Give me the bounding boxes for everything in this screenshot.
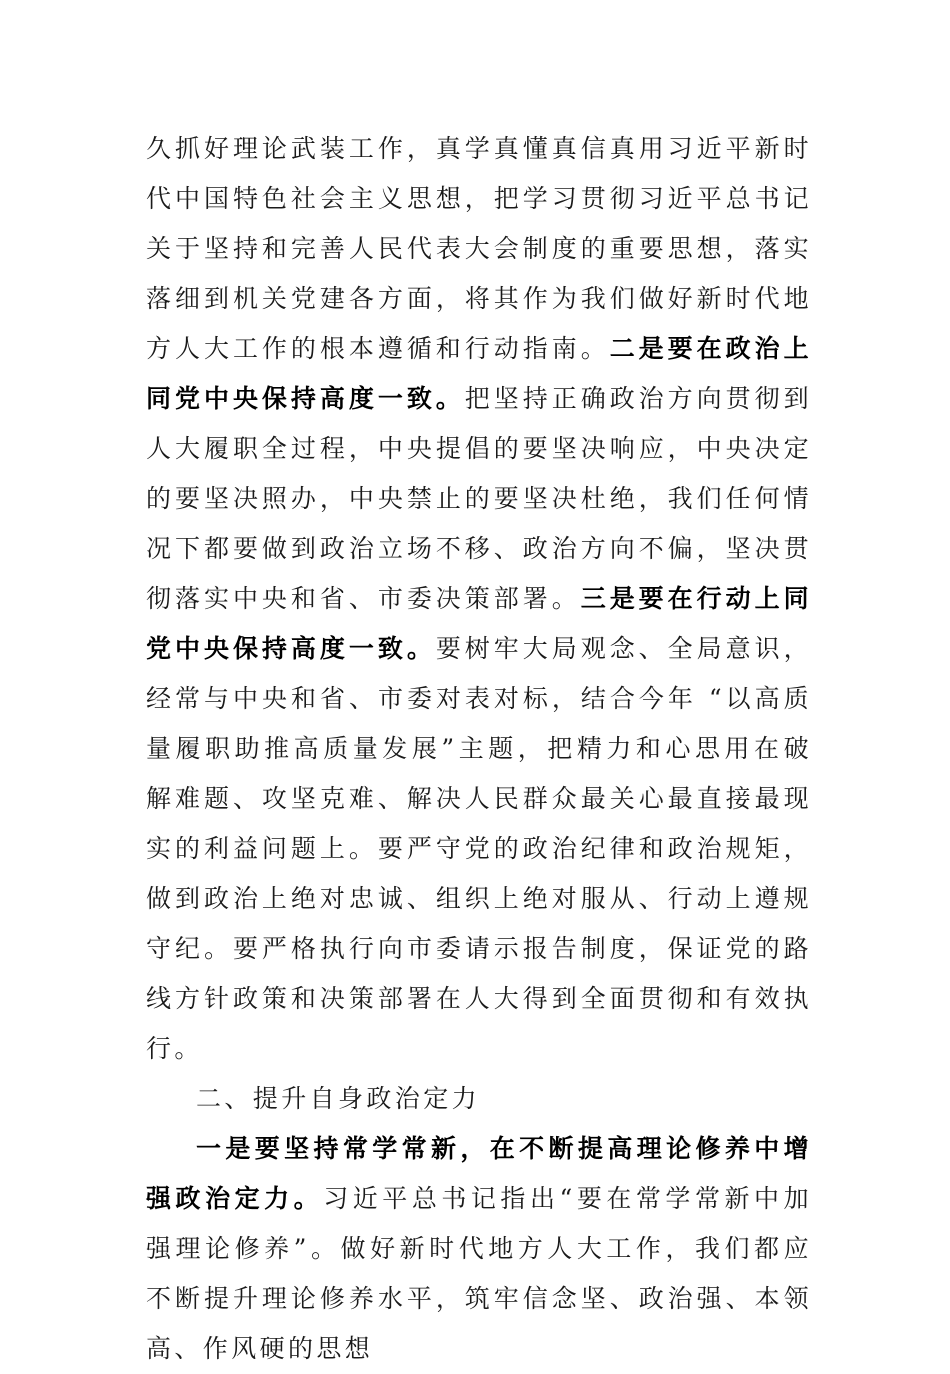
body-paragraph-2 — [146, 1124, 812, 1374]
paragraph-text-segment: 久抓好理论武装工作，真学真懂真信真用习近平新时代中国特色社会主义思想，把学习贯彻习近平总书记关于坚持和完善人民代表大会制度的重要思想，落实落细到机关党建各方面，将其作为我们做好新时代地方人大工作的根本遵循和行动指南。 — [146, 134, 812, 363]
emphasis-text-political-alignment: 二是要在政治上同党中央保持高度一致。 — [146, 334, 812, 413]
document-body — [146, 124, 812, 1374]
paragraph-text-segment: 习近平总书记指出“要在常学常新中加强理论修养”。做好新时代地方人大工作，我们都应不断提升理论修养水平，筑牢信念坚、政治强、本领高、作风硬的思想 — [146, 1184, 812, 1363]
body-paragraph-1 — [146, 124, 812, 1074]
paragraph-text-segment: 把坚持正确政治方向贯彻到人大履职全过程，中央提倡的要坚决响应，中央决定的要坚决照办，中央禁止的要坚决杜绝，我们任何情况下都要做到政治立场不移、政治方向不偏，坚决贯彻落实中央和省、市委决策部署。 — [146, 384, 812, 613]
emphasis-text-lead: 一是要坚持常学常新，在不断提高理论修养中增强政治定力。 — [146, 1134, 812, 1213]
section-heading: 二、提升自身政治定力 — [196, 1084, 481, 1113]
paragraph-text-segment: 要树牢大局观念、全局意识，经常与中央和省、市委对表对标，结合今年 “以高质量履职助推高质量发展”主题，把精力和心思用在破解难题、攻坚克难、解决人民群众最关心最直接最现实的利益问题上。要严守党的政治纪律和政治规矩，做到政治上绝对忠诚、组织上绝对服从、行动上遵规守纪。要严格执行向市委请示报告制度，保证党的路线方针政策和决策部署在人大得到全面贯彻和有效执行。 — [146, 634, 812, 1063]
emphasis-text-action-alignment: 三是要在行动上同党中央保持高度一致。 — [146, 584, 812, 663]
